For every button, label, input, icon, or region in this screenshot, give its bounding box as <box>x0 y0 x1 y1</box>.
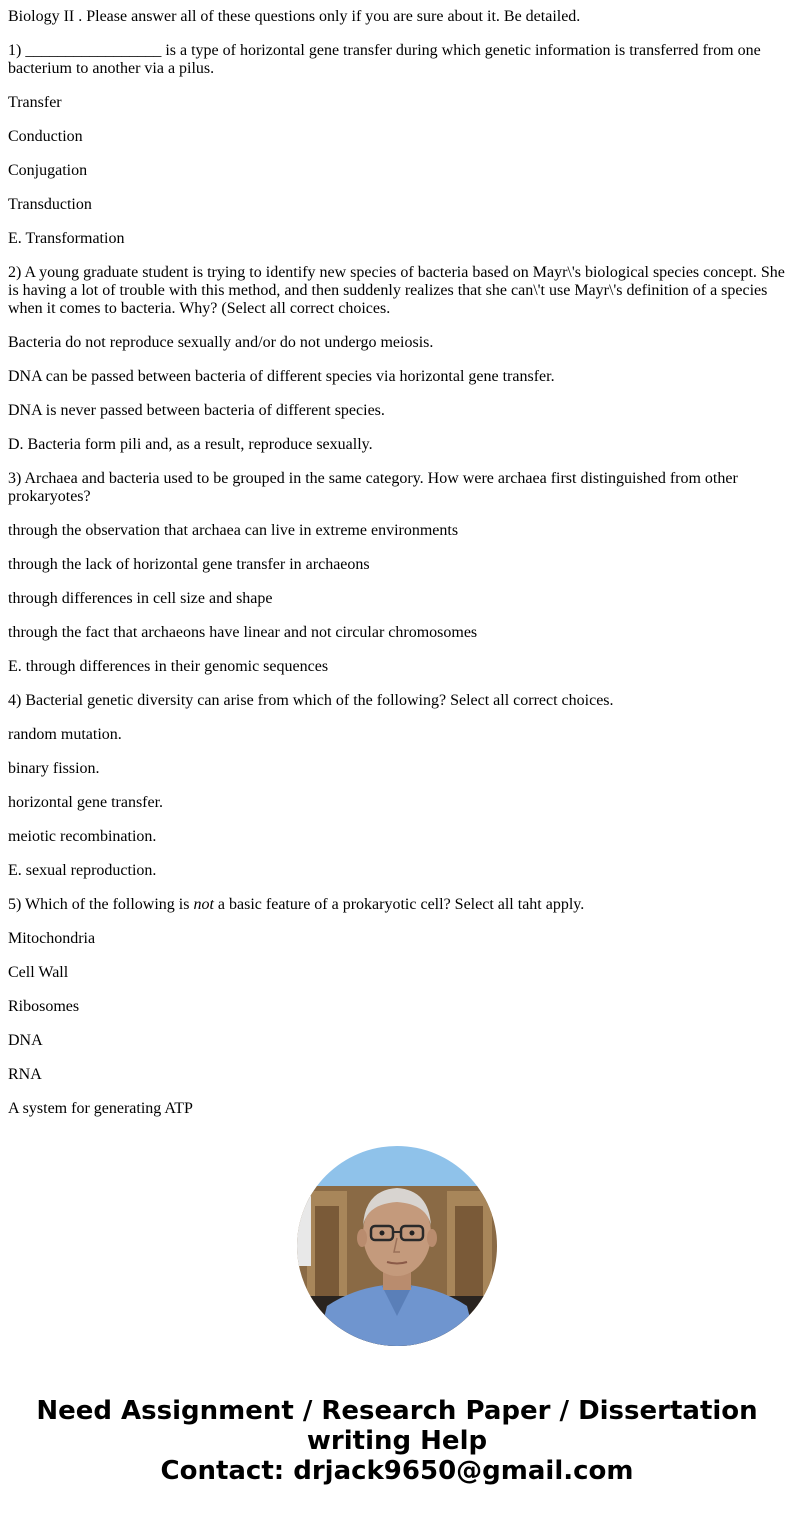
contact-banner <box>0 1396 794 1486</box>
question-3-option-a: through the observation that archaea can live in extreme environments <box>8 522 459 539</box>
contact-email: Contact: drjack9650@gmail.com <box>160 1456 634 1486</box>
question-2-option-b: DNA can be passed between bacteria of different species via horizontal gene transfer. <box>8 368 555 385</box>
question-5-option-c: Ribosomes <box>8 998 80 1015</box>
question-2-option-d: D. Bacteria form pili and, as a result, reproduce sexually. <box>8 436 373 453</box>
question-1-option-a: Transfer <box>8 94 62 111</box>
question-2-option-c: DNA is never passed between bacteria of different species. <box>8 402 385 419</box>
question-4-option-e: E. sexual reproduction. <box>8 862 157 879</box>
question-1-option-e: E. Transformation <box>8 230 125 247</box>
question-3-option-c: through differences in cell size and shape <box>8 590 273 607</box>
question-5-option-a: Mitochondria <box>8 930 96 947</box>
question-1-option-c: Conjugation <box>8 162 88 179</box>
question-4-option-c: horizontal gene transfer. <box>8 794 164 811</box>
question-3-option-b: through the lack of horizontal gene transfer in archaeons <box>8 556 370 573</box>
question-4-option-a: random mutation. <box>8 726 122 743</box>
help-headline: Need Assignment / Research Paper / Dissertation writing Help <box>36 1396 758 1456</box>
question-3-option-d: through the fact that archaeons have linear and not circular chromosomes <box>8 624 478 641</box>
author-avatar <box>297 1146 497 1346</box>
question-5-option-b: Cell Wall <box>8 964 69 981</box>
question-3-prompt: 3) Archaea and bacteria used to be grouped in the same category. How were archaea first distinguished from other prokaryotes? <box>8 470 738 505</box>
question-5-prompt-emphasis: not <box>193 896 214 913</box>
intro-text: Biology II . Please answer all of these questions only if you are sure about it. Be detailed. <box>8 8 581 25</box>
question-2-option-a: Bacteria do not reproduce sexually and/or do not undergo meiosis. <box>8 334 434 351</box>
question-4-option-d: meiotic recombination. <box>8 828 157 845</box>
question-1-prompt: 1) _________________ is a type of horizontal gene transfer during which genetic information is transferred from one bacterium to another via a pilus. <box>8 42 761 77</box>
question-5-option-f: A system for generating ATP <box>8 1100 193 1117</box>
question-5-option-d: DNA <box>8 1032 43 1049</box>
question-4-option-b: binary fission. <box>8 760 100 777</box>
question-5-prompt-start: 5) Which of the following is <box>8 896 194 913</box>
question-5-prompt-end: a basic feature of a prokaryotic cell? Select all taht apply. <box>213 896 585 913</box>
question-5-option-e: RNA <box>8 1066 42 1083</box>
question-3-option-e: E. through differences in their genomic sequences <box>8 658 329 675</box>
author-photo-container <box>0 1146 794 1346</box>
author-portrait-image <box>297 1146 497 1346</box>
question-4-prompt: 4) Bacterial genetic diversity can arise from which of the following? Select all correct choices. <box>8 692 614 709</box>
question-1-option-d: Transduction <box>8 196 92 213</box>
question-2-prompt: 2) A young graduate student is trying to identify new species of bacteria based on Mayr\'s biological species concept. She is having a lot of trouble with this method, and then suddenly realizes that she can\'t use Mayr\'s definition of a species when it comes to bacteria. Why? (Select all correct choices. <box>8 264 785 317</box>
question-1-option-b: Conduction <box>8 128 83 145</box>
question-5-prompt <box>8 896 786 914</box>
